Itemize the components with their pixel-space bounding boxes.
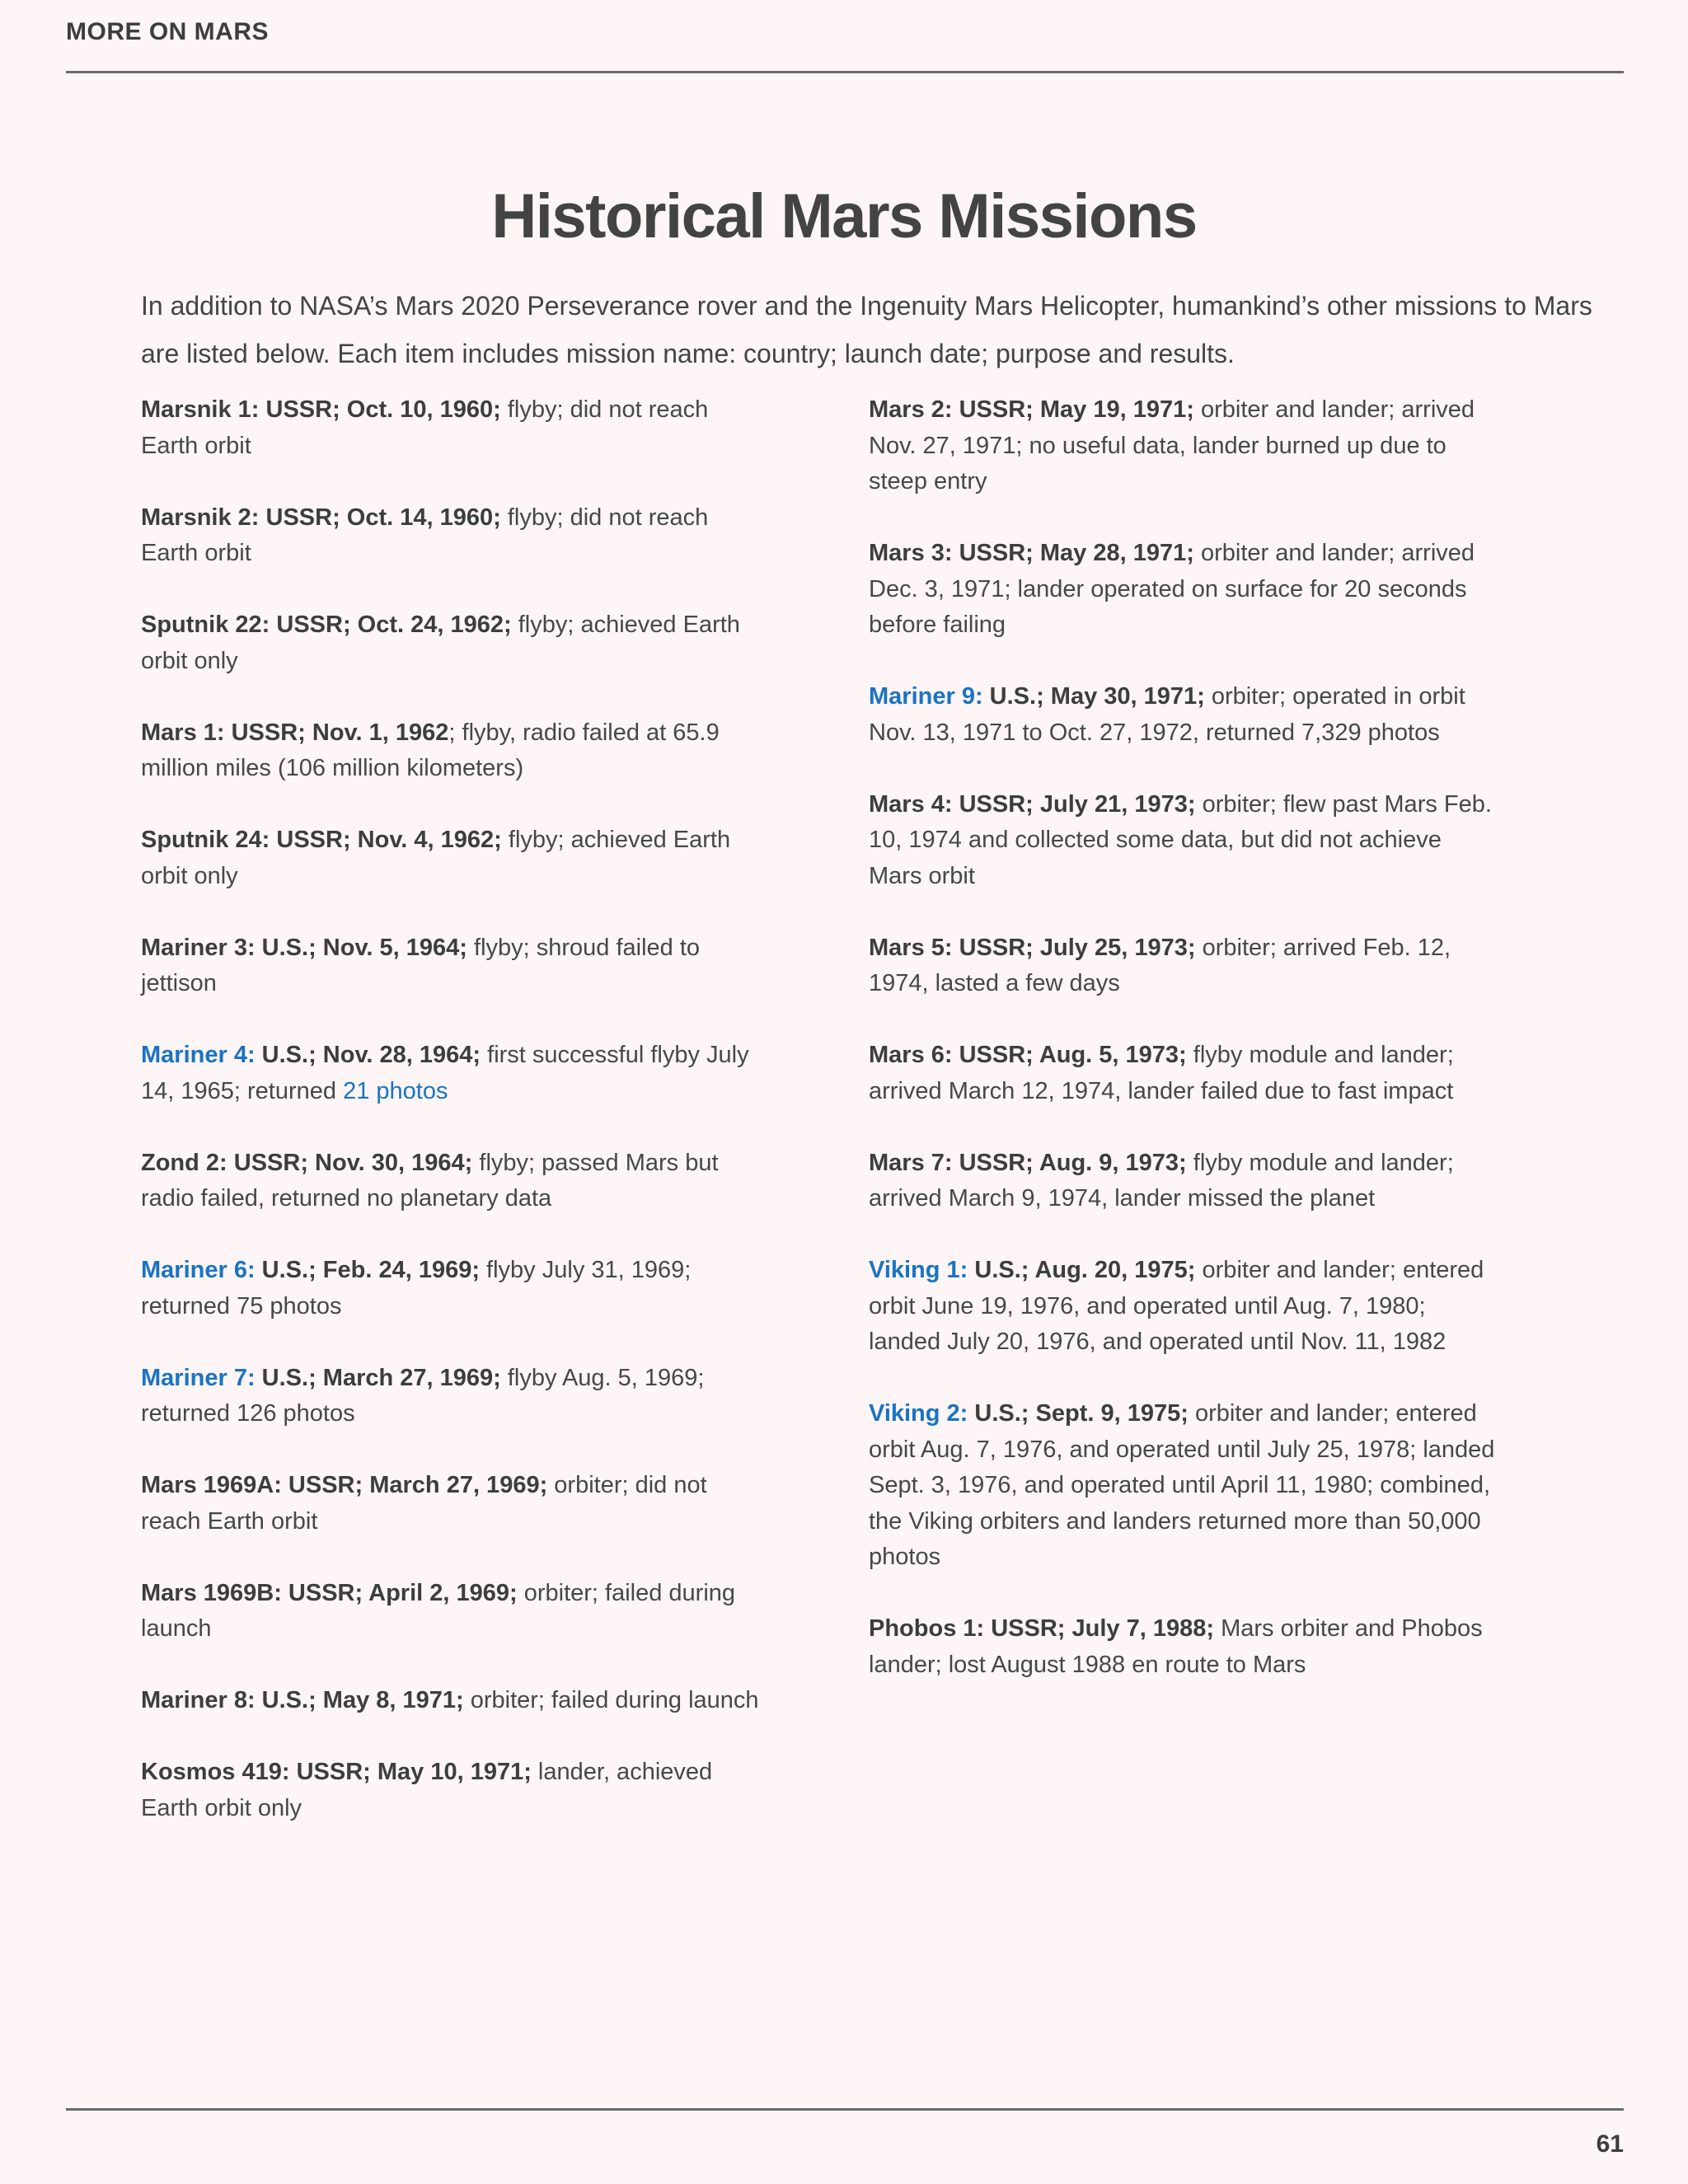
mission-details: orbiter; did not reach Earth orbit: [141, 1472, 707, 1535]
mission-mars-1969b: [141, 1576, 767, 1647]
header-rule: [66, 71, 1624, 73]
mission-head: USSR; Oct. 24, 1962;: [270, 612, 512, 638]
mission-mars-3: [869, 536, 1495, 644]
mission-details: Mars orbiter and Phobos lander; lost August 1988 en route to Mars: [869, 1615, 1483, 1678]
mission-viking-1: [869, 1253, 1495, 1361]
mission-head: USSR; July 7, 1988;: [984, 1615, 1215, 1642]
mission-details: flyby July 31, 1969; returned 75 photos: [141, 1257, 692, 1319]
photos-link[interactable]: 21 photos: [343, 1077, 448, 1104]
mission-mariner-7: [141, 1361, 767, 1432]
intro-paragraph: In addition to NASA’s Mars 2020 Perseverance rover and the Ingenuity Mars Helicopter, humankind’s other missions to Mars are listed below. Each item includes mission name: country; launch date; purpose and results.: [141, 291, 1592, 368]
mission-name: Phobos 1:: [869, 1615, 985, 1642]
mission-details: lander, achieved Earth orbit only: [141, 1759, 713, 1821]
left-column: [141, 392, 767, 1863]
mission-head: USSR; Oct. 10, 1960;: [259, 396, 501, 423]
mission-head: USSR; July 25, 1973;: [952, 934, 1196, 961]
mission-name: Mars 1969B:: [141, 1579, 282, 1606]
mission-head: U.S.; Feb. 24, 1969;: [255, 1257, 480, 1283]
mission-name: Sputnik 24:: [141, 827, 270, 853]
mission-zond-2: [141, 1146, 767, 1217]
mission-marsnik-2: [141, 500, 767, 572]
mission-details: first successful flyby July 14, 1965; returned: [141, 1042, 749, 1104]
mission-sputnik-24: [141, 823, 767, 894]
mission-mars-5: [869, 930, 1495, 1002]
mission-details: orbiter; failed during launch: [463, 1687, 759, 1713]
mission-head: U.S.; May 30, 1971;: [982, 683, 1205, 710]
mission-details: flyby module and lander; arrived March 9, 1974, lander missed the planet: [869, 1149, 1454, 1212]
mission-kosmos-419: [141, 1755, 767, 1826]
mission-mars-2: [869, 392, 1495, 500]
mission-mariner-9: [869, 679, 1495, 751]
mission-mars-1: [141, 715, 767, 787]
mission-head: USSR; May 28, 1971;: [952, 540, 1194, 566]
mission-details: ; flyby, radio failed at 65.9 million miles (106 million kilometers): [141, 719, 720, 781]
mission-sputnik-22: [141, 607, 767, 679]
mission-mariner-6: [141, 1253, 767, 1324]
mission-name-link[interactable]: Viking 1:: [869, 1257, 968, 1283]
mission-mars-4: [869, 787, 1495, 895]
mission-name: Mars 1969A:: [141, 1472, 282, 1498]
mission-mariner-3: [141, 930, 767, 1002]
mission-name: Mars 5:: [869, 934, 953, 961]
mission-mars-1969a: [141, 1468, 767, 1540]
mission-name: Kosmos 419:: [141, 1759, 290, 1785]
mission-head: U.S.; Sept. 9, 1975;: [968, 1400, 1189, 1427]
mission-name: Zond 2:: [141, 1149, 227, 1176]
mission-name: Mars 4:: [869, 790, 953, 818]
mission-mariner-4: [141, 1038, 767, 1109]
mission-name-link[interactable]: Mariner 6:: [141, 1257, 256, 1283]
mission-head: USSR; March 27, 1969;: [281, 1472, 548, 1498]
mission-head: USSR; Nov. 4, 1962;: [270, 827, 502, 853]
mission-name: Mars 7:: [869, 1149, 953, 1176]
mission-head: U.S.; May 8, 1971;: [255, 1687, 464, 1713]
section-label: MORE ON MARS: [66, 18, 269, 45]
mission-head: U.S.; March 27, 1969;: [255, 1364, 501, 1391]
mission-details: orbiter; failed during launch: [141, 1579, 736, 1642]
page-title: Historical Mars Missions: [491, 180, 1197, 251]
mission-head: USSR; Oct. 14, 1960;: [259, 504, 501, 531]
mission-mariner-8: [141, 1683, 767, 1719]
mission-details: orbiter and lander; arrived Nov. 27, 1971; no useful data, lander burned up due to steep entry: [869, 396, 1475, 494]
mission-name-link[interactable]: Mariner 9:: [869, 683, 983, 710]
mission-name: Marsnik 2:: [141, 504, 260, 531]
mission-details: flyby; did not reach Earth orbit: [141, 396, 709, 459]
mission-name: Mars 2:: [869, 396, 953, 423]
mission-details: flyby; shroud failed to jettison: [141, 934, 701, 996]
mission-details: orbiter and lander; arrived Dec. 3, 1971; lander operated on surface for 20 seconds before failing: [869, 540, 1475, 638]
mission-head: USSR; April 2, 1969;: [281, 1579, 518, 1606]
mission-head: USSR; Nov. 1, 1962: [224, 719, 449, 746]
page-number: 61: [1596, 2130, 1624, 2158]
mission-name: Mars 6:: [869, 1042, 953, 1068]
mission-head: U.S.; Aug. 20, 1975;: [968, 1257, 1196, 1283]
mission-head: USSR; Nov. 30, 1964;: [227, 1149, 473, 1176]
mission-phobos-1: [869, 1611, 1495, 1683]
mission-name: Mars 3:: [869, 540, 953, 566]
mission-details: flyby; achieved Earth orbit only: [141, 612, 740, 674]
mission-details: orbiter; operated in orbit Nov. 13, 1971 to Oct. 27, 1972, returned 7,329 photos: [869, 683, 1465, 746]
mission-head: U.S.; Nov. 28, 1964;: [255, 1042, 481, 1068]
mission-name: Mars 1:: [141, 719, 225, 746]
mission-head: USSR; May 19, 1971;: [952, 396, 1194, 423]
mission-details: orbiter and lander; entered orbit Aug. 7, 1976, and operated until July 25, 1978; landed Sept. 3, 1976, and operated until April 11, 1980; combined, the Viking orbiters and landers returned more than 50,000 photos: [869, 1400, 1495, 1570]
mission-head: U.S.; Nov. 5, 1964;: [255, 934, 467, 961]
mission-details: flyby; passed Mars but radio failed, returned no planetary data: [141, 1149, 719, 1212]
mission-details: flyby module and lander; arrived March 12, 1974, lander failed due to fast impact: [869, 1042, 1454, 1104]
footer-rule: [66, 2108, 1624, 2111]
mission-details: orbiter; flew past Mars Feb. 10, 1974 and collected some data, but did not achieve Mars orbit: [869, 790, 1492, 889]
mission-mars-7: [869, 1146, 1495, 1217]
mission-head: USSR; Aug. 5, 1973;: [952, 1042, 1187, 1068]
mission-name: Mariner 8:: [141, 1687, 256, 1713]
mission-head: USSR; July 21, 1973;: [952, 790, 1196, 818]
mission-name: Sputnik 22:: [141, 612, 270, 638]
mission-details: flyby; achieved Earth orbit only: [141, 827, 731, 889]
mission-name: Mariner 3:: [141, 934, 256, 961]
mission-head: USSR; Aug. 9, 1973;: [952, 1149, 1187, 1176]
mission-viking-2: [869, 1396, 1495, 1576]
mission-name: Marsnik 1:: [141, 396, 260, 423]
mission-name-link[interactable]: Mariner 7:: [141, 1364, 256, 1391]
mission-details: flyby Aug. 5, 1969; returned 126 photos: [141, 1364, 705, 1427]
mission-name-link[interactable]: Mariner 4:: [141, 1042, 256, 1068]
mission-details: orbiter and lander; entered orbit June 19, 1976, and operated until Aug. 7, 1980; landed July 20, 1976, and operated until Nov. 11, 1982: [869, 1257, 1484, 1355]
mission-marsnik-1: [141, 392, 767, 464]
mission-details: orbiter; arrived Feb. 12, 1974, lasted a few days: [869, 934, 1451, 996]
right-column: [869, 392, 1495, 1719]
mission-head: USSR; May 10, 1971;: [289, 1759, 532, 1785]
mission-details: flyby; did not reach Earth orbit: [141, 504, 709, 566]
mission-mars-6: [869, 1038, 1495, 1109]
mission-name-link[interactable]: Viking 2:: [869, 1400, 968, 1427]
